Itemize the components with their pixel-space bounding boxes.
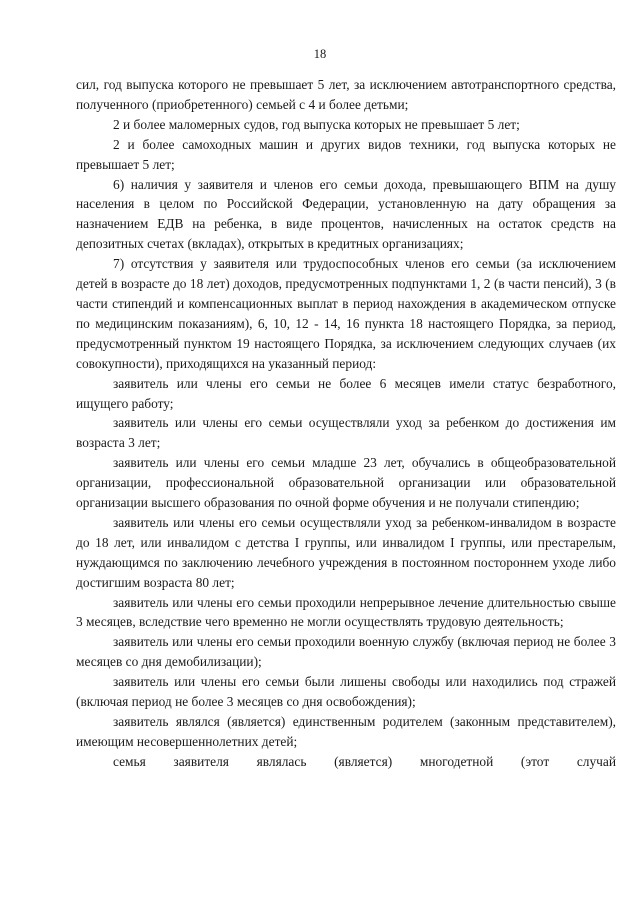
paragraph-absence-of-income: 7) отсутствия у заявителя или трудоспособных членов его семьи (за исключением детей в возрасте до 18 лет) доходов, предусмотренных подпунктами 1, 2 (в части пенсий), 3 (в части стипендий и компенсационных выплат в период нахождения в академическом отпуске по медицинским показаниям), 6, 10, 12 - 14, 16 пункта 18 настоящего Порядка, за период, предусмотренный пунктом 19 настоящего Порядка, за исключением следующих случаев (их совокупности), приходящихся на указанный период:	[76, 256, 616, 371]
page-number: 18	[313, 47, 327, 61]
paragraph-unemployed-status: заявитель или члены его семьи не более 6 месяцев имели статус безработного, ищущего работу;	[76, 375, 616, 411]
paragraph-large-family: семья заявителя являлась (является) многодетной (этот случай	[113, 753, 616, 769]
paragraph-imprisonment: заявитель или члены его семьи были лишены свободы или находились под стражей (включая период не более 3 месяцев со дня освобождения);	[76, 674, 616, 710]
paragraph-small-vessels: 2 и более маломерных судов, год выпуска которых не превышает 5 лет;	[113, 116, 520, 132]
paragraph-single-parent: заявитель являлся (является) единственным родителем (законным представителем), имеющим несовершеннолетних детей;	[76, 714, 616, 749]
document-body	[76, 75, 616, 772]
paragraph-continuous-treatment: заявитель или члены его семьи проходили непрерывное лечение длительностью свыше 3 месяцев, вследствие чего временно не могли осуществлять трудовую деятельность;	[76, 594, 616, 630]
paragraph-military-service: заявитель или члены его семьи проходили военную службу (включая период не более 3 месяцев со дня демобилизации);	[76, 634, 616, 670]
paragraph-vehicle-exception: сил, год выпуска которого не превышает 5 лет, за исключением автотранспортного средства, полученного (приобретенного) семьей с 4 и более детьми;	[76, 77, 616, 112]
paragraph-child-care-under-3: заявитель или члены его семьи осуществляли уход за ребенком до достижения им возраста 3 лет;	[76, 415, 616, 451]
paragraph-deposit-income: 6) наличия у заявителя и членов его семьи дохода, превышающего ВПМ на душу населения в целом по Российской Федерации, установленную на дату обращения за назначением ЕДВ на ребенка, в виде процентов, начисленных на остаток средств на депозитных счетах (вкладах), открытых в кредитных организациях;	[76, 176, 616, 252]
paragraph-full-time-students: заявитель или члены его семьи младше 23 лет, обучались в общеобразовательной организации, профессиональной образовательной организации или образовательной организации высшего образования по очной форме обучения и не получали стипендию;	[76, 455, 616, 511]
paragraph-care-for-disabled: заявитель или члены его семьи осуществляли уход за ребенком-инвалидом в возрасте до 18 лет, или инвалидом с детства I группы, или инвалидом I группы, или престарелым, нуждающимся по заключению лечебного учреждения в постоянном постороннем уходе либо достигшим возраста 80 лет;	[76, 514, 616, 590]
paragraph-self-propelled-machines: 2 и более самоходных машин и других видов техники, год выпуска которых не превышает 5 лет;	[76, 136, 616, 172]
